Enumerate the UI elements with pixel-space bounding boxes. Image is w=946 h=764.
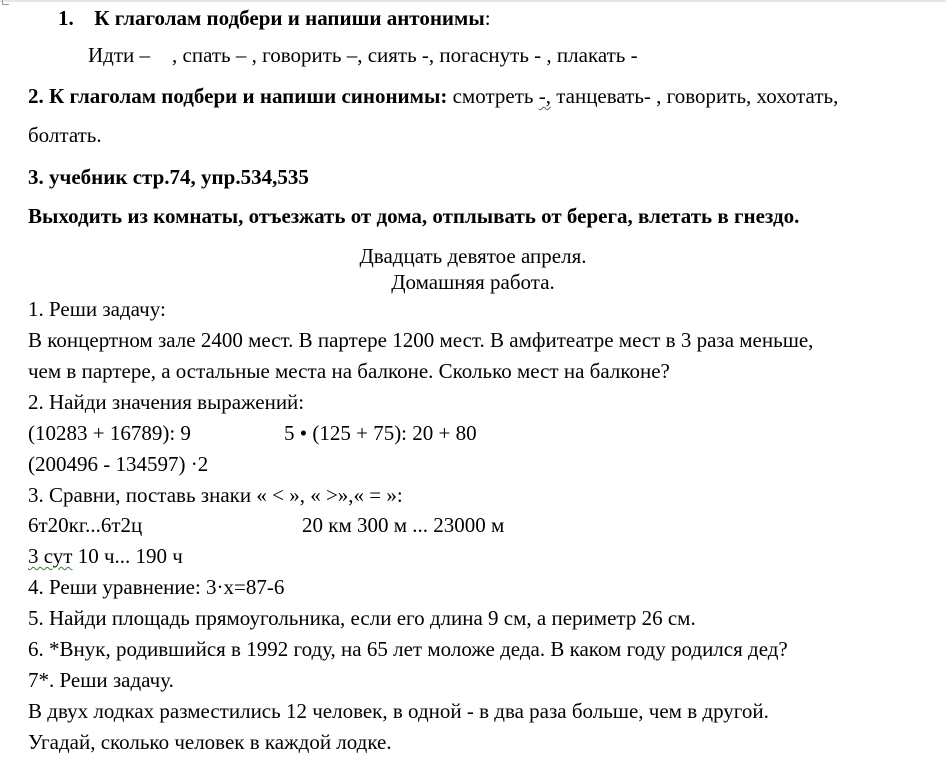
- section2-words-part1: смотреть: [452, 84, 539, 108]
- homework-date: Двадцать девятое апреля.: [359, 244, 587, 268]
- section1-heading: [58, 8, 491, 29]
- task6: 6. *Внук, родившийся в 1992 году, на 65 лет моложе деда. В каком году родился дед?: [28, 637, 788, 661]
- section1-words: [88, 45, 638, 66]
- task5: 5. Найди площадь прямоугольника, если его длина 9 см, а периметр 26 см.: [28, 606, 696, 630]
- task2-expression-1: (10283 + 16789): 9: [28, 421, 191, 445]
- task3-compare-3-rest: 10 ч... 190 ч: [72, 544, 183, 568]
- task4: 4. Реши уравнение: 3·х=87-6: [28, 575, 285, 599]
- section3-sentence: Выходить из комнаты, отъезжать от дома, отплывать от берега, влетать в гнездо.: [28, 204, 800, 228]
- task1-text-line1: В концертном зале 2400 мест. В партере 1200 мест. В амфитеатре мест в 3 раза меньше,: [28, 328, 814, 352]
- task1-text-line2: чем в партере, а остальные места на балконе. Сколько мест на балконе?: [28, 359, 670, 383]
- task1-label: 1. Реши задачу:: [28, 297, 166, 321]
- text-boundary-corner-mark: [2, 0, 9, 5]
- homework-title: Домашняя работа.: [391, 270, 555, 294]
- task3-label: 3. Сравни, поставь знаки « < », « >»,« = »:: [28, 483, 403, 507]
- section2-squiggle: -,: [538, 84, 551, 108]
- section2-heading: 2. К глаголам подбери и напиши синонимы:: [28, 84, 448, 108]
- task3-compare-3: [28, 546, 183, 567]
- task3-compare-2: 20 км 300 м ... 23000 м: [302, 513, 505, 537]
- task3-compare-1: 6т20кг...6т2ц: [28, 513, 143, 537]
- section2-words-part2: танцевать- , говорить, хохотать,: [550, 84, 839, 108]
- task2-expression-3: (200496 - 134597) ·2: [28, 452, 209, 476]
- task7-text-line2: Угадай, сколько человек в каждой лодке.: [28, 730, 392, 754]
- section2-line1: [28, 86, 838, 107]
- page-top-border: [0, 0, 946, 2]
- task3-compare-3-squiggle: 3 сут: [28, 544, 73, 568]
- section1-words-part2: , спать – , говорить –, сиять -, погаснуть - , плакать -: [172, 43, 638, 67]
- task2-expression-2: 5 • (125 + 75): 20 + 80: [284, 421, 477, 445]
- section1-heading-colon: :: [484, 6, 491, 30]
- section1-words-part1: Идти –: [88, 43, 151, 67]
- section1-heading-text: К глаголам подбери и напиши антонимы: [94, 6, 485, 30]
- section3-heading: 3. учебник стр.74, упр.534,535: [28, 165, 309, 189]
- section2-line2: болтать.: [28, 123, 102, 147]
- section1-number: 1.: [58, 6, 74, 30]
- task2-label: 2. Найди значения выражений:: [28, 390, 305, 414]
- task7-label: 7*. Реши задачу.: [28, 668, 174, 692]
- task7-text-line1: В двух лодках разместились 12 человек, в одной - в два раза больше, чем в другой.: [28, 699, 769, 723]
